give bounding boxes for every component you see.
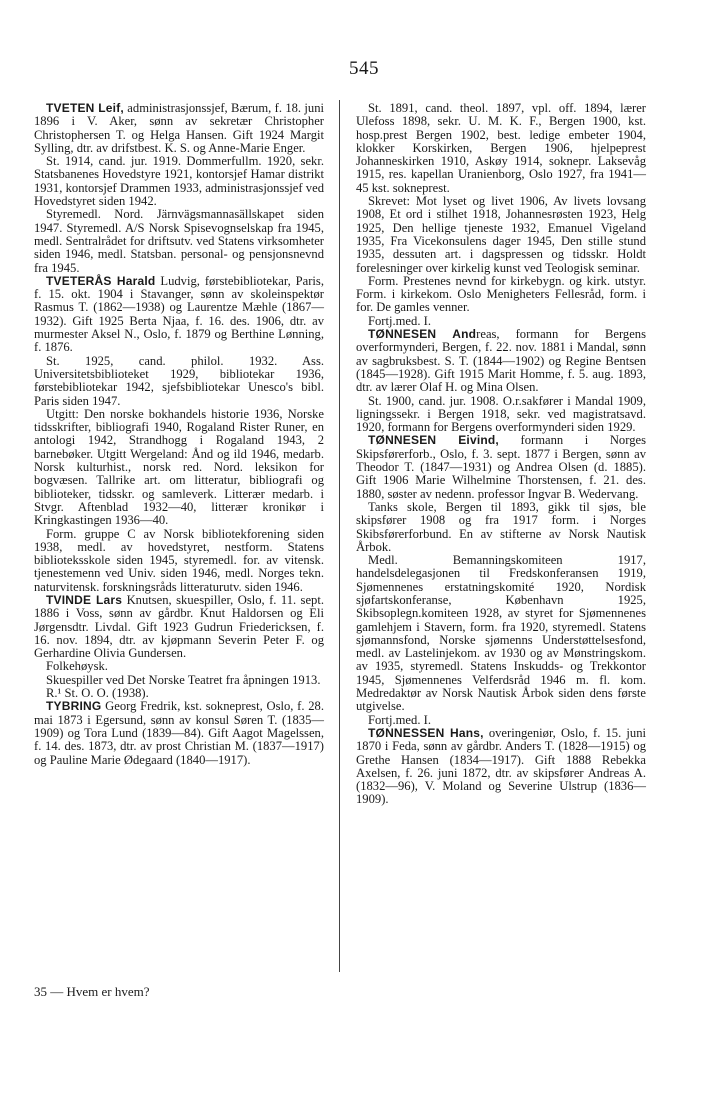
entry-tonnesen-andreas [356,328,646,394]
entry-headword: TVETERÅS Harald [46,273,156,288]
paragraph: St. 1914, cand. jur. 1919. Dommerfullm. 1920, sekr. Statsbanenes Hovedstyre 1921, kontorsjef Hamar distrikt 1931, kontorsjef Drammen 1933, administrasjonssjef ved Hovedstyret siden 1942. [34,154,324,209]
entry-text: Knutsen, skuespiller, Oslo, f. 11. sept. 1886 i Voss, sønn av gårdbr. Knut Haldorsen og Eli Jørgensdtr. Livdal. Gift 1923 Gudrun Friedericksen, f. 16. nov. 1894, dtr. av kjøpmann Severin Peter F. og Gerhardine Olivia Gundersen. [34,592,324,661]
entry-tveten-leif [34,102,324,155]
entry-headword: TVETEN Leif, [46,101,124,115]
entry-text: administrasjonssjef, Bærum, f. 18. juni 1896 i V. Aker, sønn av sekretær Christopher Christophersen T. og Helga Hansen. Gift 1924 Margit Sylling, dtr. av drifstbest. K. S. og Anne-Marie Enger. [34,101,324,155]
paragraph: Fortj.med. I. [368,313,431,328]
column-divider [339,100,340,972]
entry-tonnesen-eivind [356,434,646,500]
entry-text: Georg Fredrik, kst. sokneprest, Oslo, f. 28. mai 1873 i Egersund, sønn av konsul Søren T. (1835—1909) og Tora Lund (1839—84). Gift Aagot Magelssen, f. 14. des. 1873, dtr. av prost Christian M. (1837—1917) og Pauline Marie Ødegaard (1840—1917). [34,699,324,767]
paragraph: Form. gruppe C av Norsk bibliotekforening siden 1938, medl. av hovedstyret, nestform. Statens biblioteksskole siden 1945, styremedl. for. av vitensk. tjenestemenn ved Univ. siden 1946, medl. Norges tekn. naturvitensk. forskningsråds litteraturutv. siden 1946. [34,526,324,594]
entry-tonnessen-hans [356,727,646,807]
paragraph: Tanks skole, Bergen til 1893, gikk til sjøs, ble skipsfører 1908 og fra 1917 form. i Norges Skibsførerforbund. En av stifterne av Norsk Nautisk Årbok. [356,499,646,554]
entry-headword: TVINDE Lars [46,592,123,607]
paragraph: Medl. Bemanningskomiteen 1917, handelsdelegasjonen til Fredskonferansen 1919, Sjømennenes erstatningskomité 1920, Nordisk sjøfartskonferanse, København 1925, Skibsoplegn.komiteen 1928, av styret for Sjømennenes gamlehjem i Stavern, form. fra 1920, styremedl. Statens sjømannsfond, Norske sjømenns Understøttelsesfond, medl. av Lastelinjekom. av 1930 og av Mønstringskom. av 1935, styremedl. Statens Inskudds- og Trekkontor 1945, Sjømennenes Velferdsråd 1946 m. fl. kom. Medredaktør av Norsk Nautisk Årbok siden dens første utgivelse. [356,553,646,714]
entry-headword: TØNNESSEN Hans, [368,725,484,740]
entry-text: reas, formann for Bergens overformynderi, Bergen, f. 22. nov. 1881 i Mandal, sønn av sagbruksbest. S. T. (1844—1902) og Regine Bentsen (1845—1928). Gift 1915 Marit Homme, f. 5. aug. 1893, dtr. av lærer Olaf H. og Mina Olsen. [356,327,646,395]
paragraph: Form. Prestenes nevnd for kirkebygn. og kirk. utstyr. Form. i kirkekom. Oslo Menigheters Fellesråd, form. i for. De gamles venner. [356,273,646,315]
page-footer: 35 — Hvem er hvem? [34,984,150,999]
entry-tvinde-lars [34,594,324,660]
right-column [356,102,646,807]
paragraph: Skuespiller ved Det Norske Teatret fra åpningen 1913. [46,672,321,687]
paragraph: St. 1891, cand. theol. 1897, vpl. off. 1894, lærer Ulefoss 1898, sekr. U. M. K. F., Bergen 1900, kst. hosp.prest Bergen 1902, best. ledige embeter 1904, klokker Korskirken, Bergen 1906, hjelpeprest Johanneskirken 1910, Askøy 1914, soknepr. Laksevåg 1915, res. kapellan Uranienborg, Oslo 1927, fra 1941—45 kst. sokneprest. [356,101,646,195]
paragraph: St. 1900, cand. jur. 1908. O.r.sakfører i Mandal 1909, ligningssekr. i Bergen 1918, sekr. ved magistratsavd. 1920, formann for Bergens overformynderi siden 1929. [356,393,646,435]
paragraph: Utgitt: Den norske bokhandels historie 1936, Norske tidsskrifter, bibliografi 1940, Rogaland Rister Runer, en antologi 1942, Strandhogg i Rogaland 1943, 2 barnebøker. Utgitt Wergeland: Ånd og ild 1946, medarb. Norsk kulturhist., norsk red. Nord. leksikon for bogvæsen. Tallrike art. om litteratur, bibliografi og biblioteker, tidsskr. og samleverk. Litterær medarb. i Stvgr. Aftenblad 1932—40, litterær kronikør i Kringkastingen 1936—40. [34,406,324,528]
entry-text: Ludvig, førstebibliotekar, Paris, f. 15. okt. 1904 i Stavanger, sønn av skoleinspektør Rasmus T. (1862—1938) og Laurentze Mæhle (1867—1932). Gift 1925 Berta Njaa, f. 16. des. 1906, dtr. av murmester Aksel N., Oslo, f. 1879 og Berthine Lønning, f. 1876. [34,273,324,355]
paragraph: Styremedl. Nord. Järnvägsmannasällskapet siden 1947. Styremedl. A/S Norsk Spisevognselskap fra 1945, medl. Sentralrådet for driftsutv. ved Statens virksomheter siden 1946, medl. Statsban. personal- og pensjonsnevnd fra 1945. [34,207,324,275]
paragraph: R.¹ St. O. O. (1938). [46,686,149,701]
paragraph: Fortj.med. I. [368,712,431,727]
entry-tveteras-harald [34,275,324,355]
entry-headword: TØNNESEN Eivind, [368,433,499,448]
entry-headword: TYBRING [46,699,102,714]
paragraph: Skrevet: Mot lyset og livet 1906, Av livets lovsang 1908, Et ord i stilhet 1918, Johannesrøsten 1923, Helg 1925, Den hellige tjeneste 1932, Emanuel Vigeland 1935, Fra Vicekonsulens dager 1945, Den stille stund 1935, dessuten art. i dagspressen og tidsskr. Holdt forelesninger over kirkelig kunst ved Teologisk seminar. [356,194,646,275]
page-number: 545 [349,58,379,79]
entry-headword: TØNNESEN And [368,327,477,342]
paragraph: Folkehøysk. [46,659,108,674]
entry-text: formann i Norges Skipsførerforb., Oslo, f. 3. sept. 1877 i Bergen, sønn av Theodor T. (1847—1931) og Andrea Olsen (d. 1885). Gift 1906 Marie Wilhelmine Thorstensen, f. 21. des. 1880, søster av nedenn. professor Ingvar B. Wedervang. [356,433,646,501]
entry-tybring-georg [34,700,324,766]
paragraph: St. 1925, cand. philol. 1932. Ass. Universitetsbiblioteket 1929, bibliotekar 1936, førstebibliotekar 1942, sjefsbibliotekar Unesco's bibl. Paris siden 1947. [34,353,324,408]
entry-text: overingeniør, Oslo, f. 15. juni 1870 i Feda, sønn av gårdbr. Anders T. (1828—1915) og Grethe Hansen (1834—1917). Gift 1888 Rebekka Axelsen, f. 26. juni 1872, dtr. av skipsfører Andreas A. (1832—96), V. Moland og Severine Ulstrup (1836—1909). [356,725,646,807]
left-column [34,102,324,767]
